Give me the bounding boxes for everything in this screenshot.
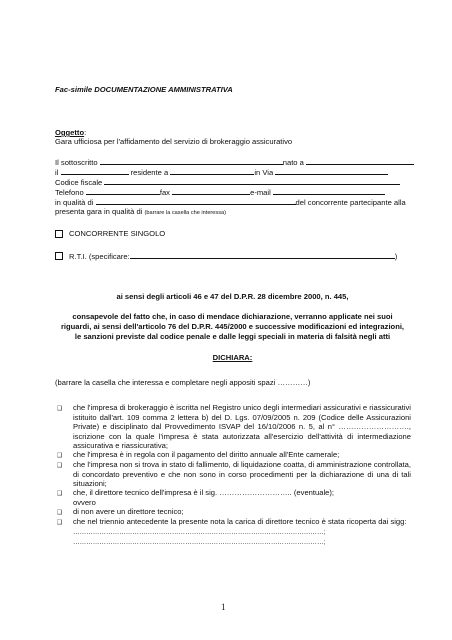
label-presenta: presenta gara in qualità di — [55, 207, 143, 216]
label-del: del concorrente partecipante alla — [295, 198, 406, 207]
ovvero-text: ovvero — [73, 498, 96, 507]
form-line-residenza — [55, 167, 388, 177]
checkbox-rti[interactable] — [55, 252, 63, 260]
label-il: il — [55, 168, 59, 177]
consapevole-line-2: riguardi, ai sensi dell'articolo 76 del D.P.R. 445/2000 e successive modificazioni ed integrazioni, — [60, 322, 405, 331]
item-pagamento-diritto: che l'impresa è in regola con il pagamento del diritto annuale all'Ente camerale; — [73, 450, 340, 459]
label-email: e-mail — [250, 188, 271, 197]
oggetto-colon: : — [84, 128, 87, 137]
option-rti-line — [69, 251, 397, 261]
dotted-fill-line-2[interactable]: ……………………………………………………………………………………………………; — [73, 539, 326, 546]
option-rti-close: ) — [394, 252, 398, 261]
field-telefono[interactable] — [86, 187, 160, 195]
checkbox-concorrente-singolo[interactable] — [55, 230, 63, 238]
item-direttore-tecnico: che, il direttore tecnico dell'impresa è il sig. ……………………….. (eventuale); — [73, 488, 334, 497]
option-rti: R.T.I. (specificare: — [69, 252, 130, 261]
item-no-direttore: di non avere un direttore tecnico; — [73, 507, 184, 516]
checkbox-bullet-icon[interactable]: ❑ — [57, 519, 63, 526]
label-codice-fiscale: Codice fiscale — [55, 178, 103, 187]
note-barrare: (barrare la casella che interessa) — [144, 210, 226, 216]
form-line-presenta — [55, 207, 226, 218]
field-nome[interactable] — [100, 157, 283, 165]
label-via: in Via — [254, 168, 274, 177]
dichiara-heading: DICHIARA: — [212, 353, 253, 362]
field-residenza[interactable] — [170, 167, 254, 175]
checkbox-bullet-icon[interactable]: ❑ — [57, 509, 63, 516]
oggetto-text: Gara ufficiosa per l'affidamento del servizio di brokeraggio assicurativo — [55, 137, 293, 146]
field-luogo-nascita[interactable] — [306, 157, 414, 165]
oggetto-label: Oggetto — [55, 128, 85, 137]
barrare-instruction: (barrare la casella che interessa e completare negli appositi spazi …………) — [55, 378, 311, 387]
checkbox-bullet-icon[interactable]: ❑ — [57, 462, 63, 469]
page-number: 1 — [221, 602, 226, 612]
form-line-codice — [55, 177, 400, 187]
label-nato: nato a — [282, 158, 304, 167]
item-stato-fallimento: che l'impresa non si trova in stato di fallimento, di liquidazione coatta, di amministrazione controllata, di concordato preventivo e che non sono in corso procedimenti per la dichiarazione di una di tali situazioni; — [73, 460, 411, 489]
item-iscrizione-registro: che l'impresa di brokeraggio è iscritta nel Registro unico degli intermediari assicurativi e riassicurativi istituito dall'art. 109 comma 2 lettera b) del D. Lgs. 07/09/2005 n. 209 (Codice delle Assicurazioni Private) e disciplinato dal Provvedimento ISVAP del 16/10/2006 n. 5, al n° ………………………., iscrizione con la quale l'impresa è stata autorizzata all'esercizio dell'attività di intermediazione assicurativa e riassicurativa; — [73, 403, 411, 451]
field-qualita[interactable] — [96, 197, 296, 205]
field-via[interactable] — [275, 167, 388, 175]
oggetto-heading — [55, 128, 86, 137]
form-line-sottoscritto — [55, 157, 414, 167]
consapevole-line-1: consapevole del fatto che, in caso di mendace dichiarazione, verranno applicate nei suoi — [72, 312, 393, 321]
consapevole-line-3: le sanzioni previste dal codice penale e dalle leggi speciali in materia di falsità negli atti — [74, 332, 391, 341]
form-line-contatti — [55, 187, 385, 197]
label-fax: fax — [159, 188, 170, 197]
option-concorrente-singolo: CONCORRENTE SINGOLO — [69, 229, 166, 238]
label-residente: residente a — [130, 168, 169, 177]
label-sottoscritto: Il sottoscritto — [55, 158, 98, 167]
field-data-nascita[interactable] — [61, 167, 129, 175]
sensi-heading: ai sensi degli articoli 46 e 47 del D.P.R. 28 dicembre 2000, n. 445, — [116, 292, 349, 301]
label-qualita: in qualità di — [55, 198, 94, 207]
document-header: Fac-simile DOCUMENTAZIONE AMMINISTRATIVA — [55, 85, 233, 94]
dotted-fill-line-1[interactable]: ……………………………………………………………………………………………………; — [73, 529, 326, 536]
checkbox-bullet-icon[interactable]: ❑ — [57, 405, 63, 412]
field-rti[interactable] — [130, 251, 395, 259]
form-line-qualita — [55, 197, 406, 207]
field-codice-fiscale[interactable] — [104, 177, 400, 185]
field-fax[interactable] — [172, 187, 250, 195]
label-telefono: Telefono — [55, 188, 84, 197]
item-triennio: che nel triennio antecedente la presente nota la carica di direttore tecnico è stata ricoperta dai sigg: — [73, 517, 407, 526]
field-email[interactable] — [273, 187, 385, 195]
checkbox-bullet-icon[interactable]: ❑ — [57, 452, 63, 459]
checkbox-bullet-icon[interactable]: ❑ — [57, 490, 63, 497]
